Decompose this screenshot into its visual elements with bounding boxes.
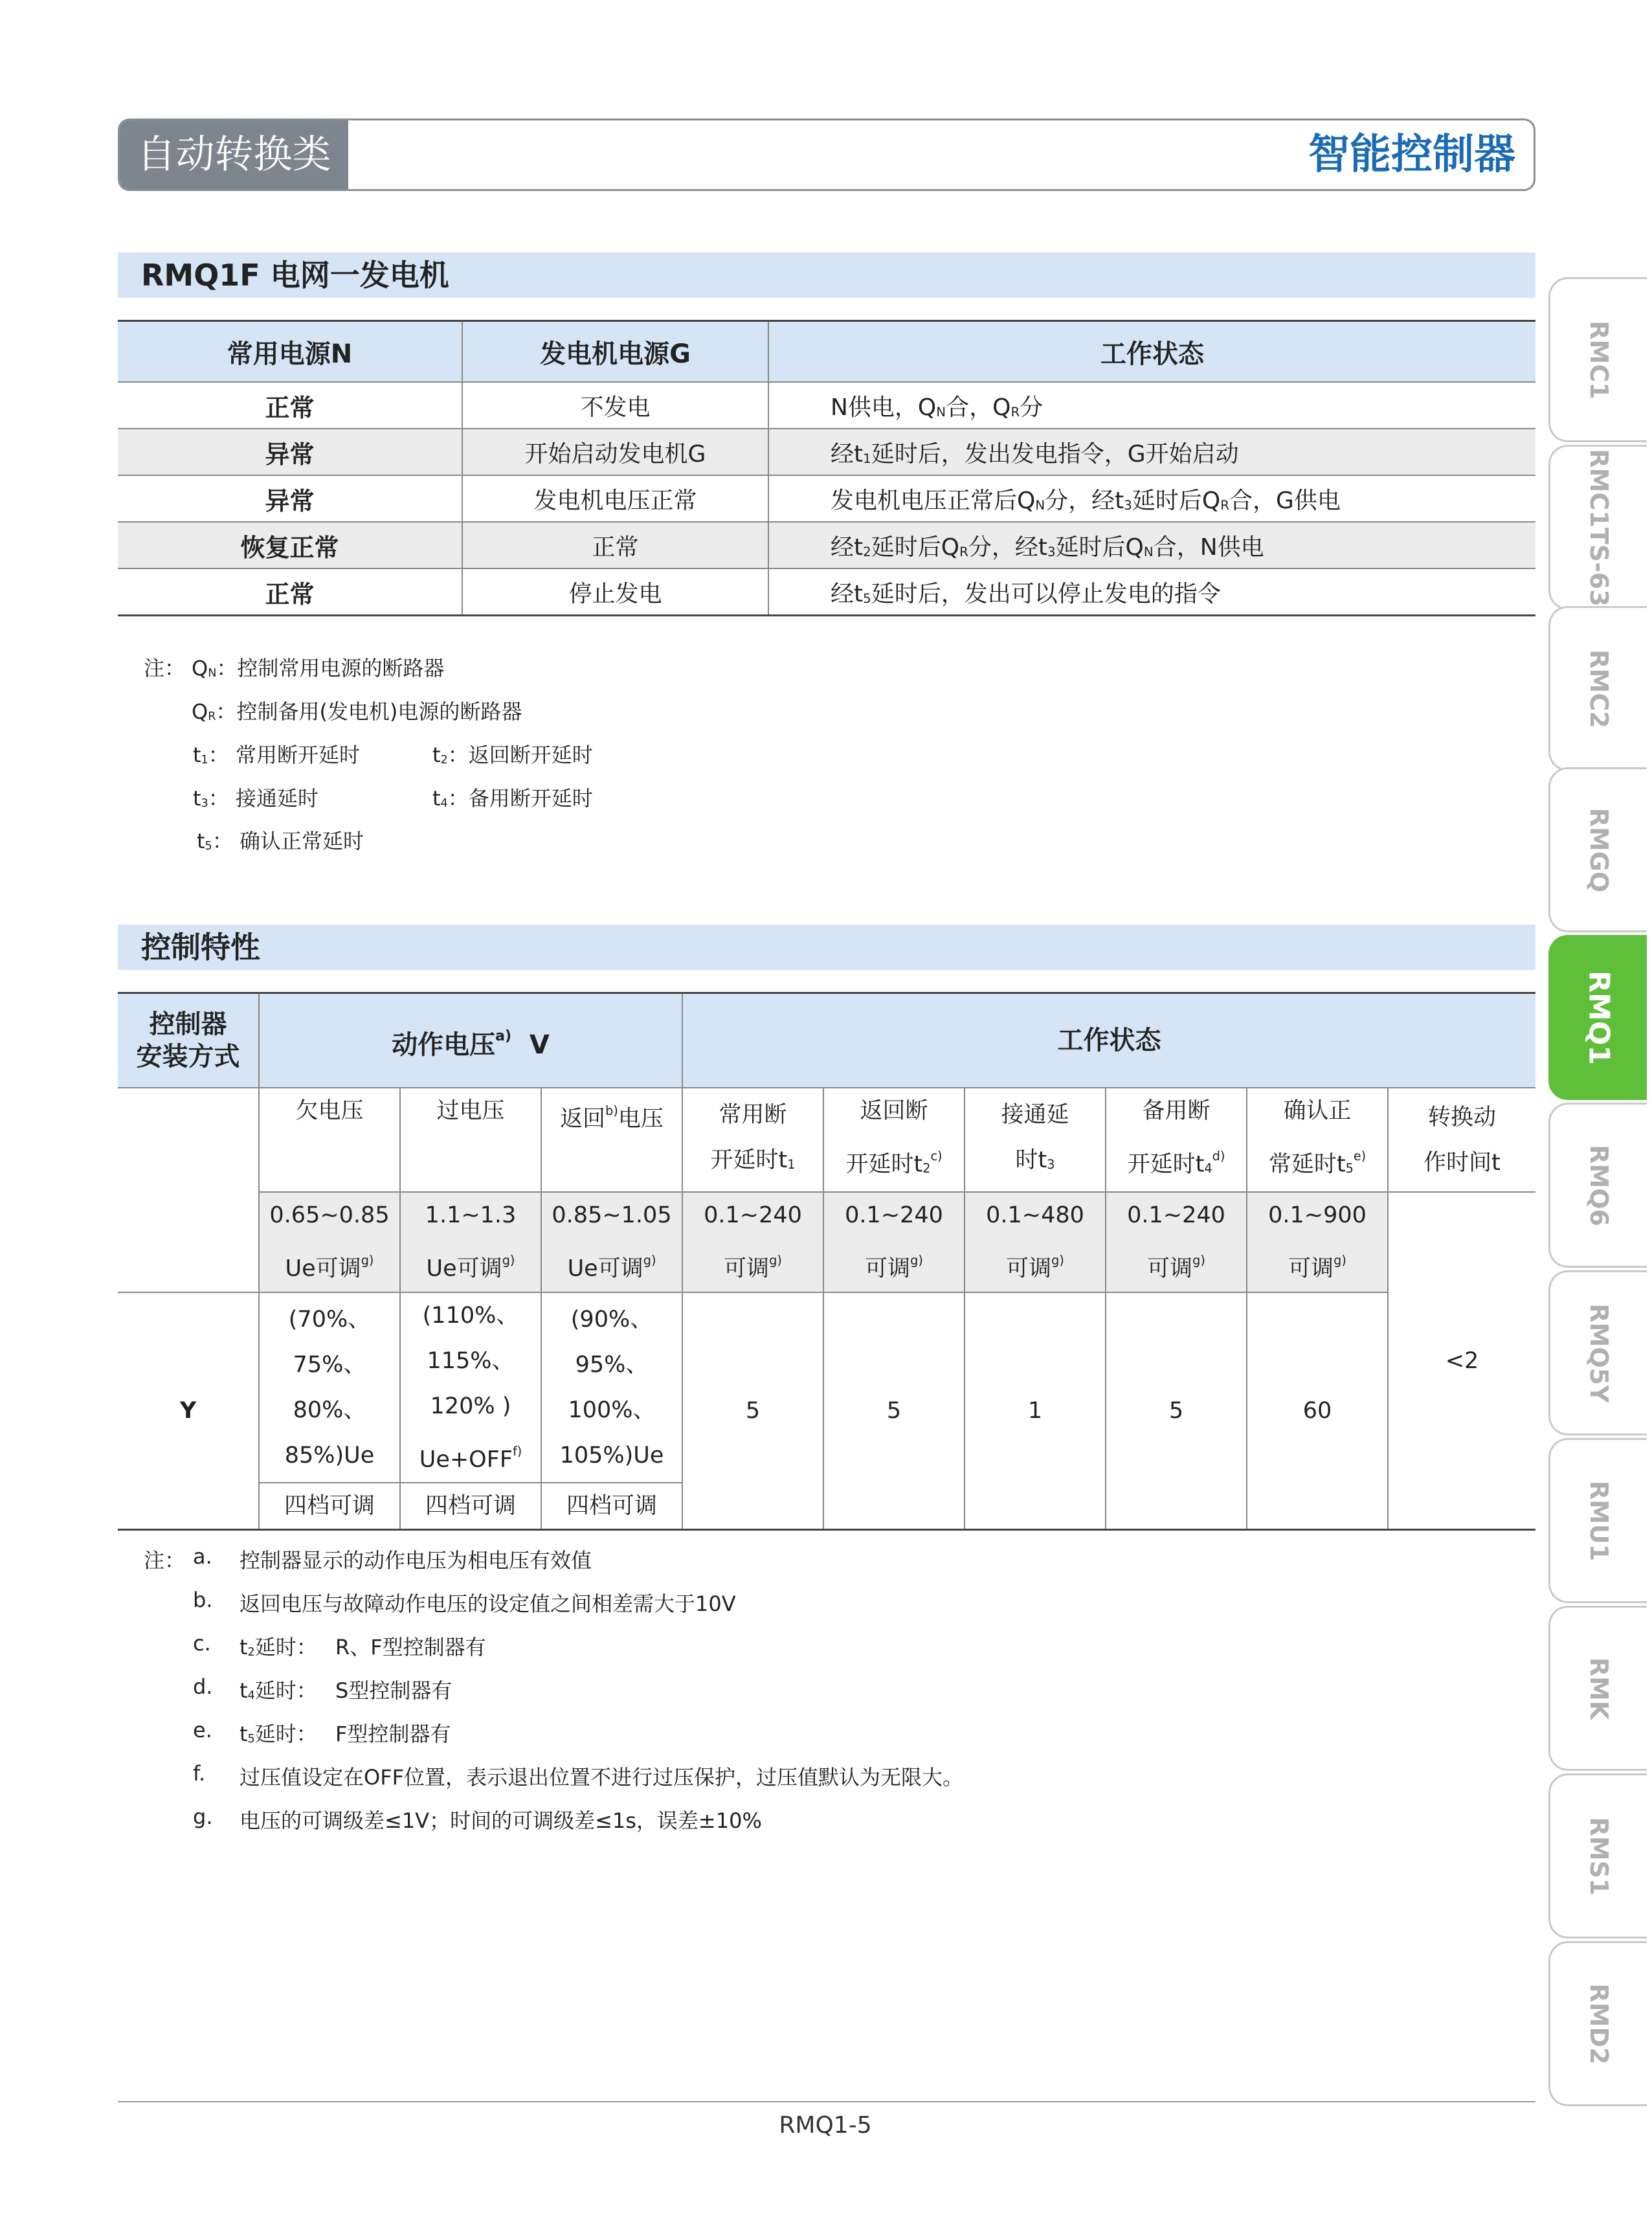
cell-state: 经$t_5$延时后，发出可以停止发电的指令: [768, 568, 1535, 616]
note-b: 返回电压与故障动作电压的设定值之间相差需大于10V: [240, 1591, 736, 1616]
table-row: [118, 568, 1535, 616]
cell-g: 开始启动发电机G: [462, 429, 768, 475]
note-d-term: $t_4$延时：: [240, 1678, 317, 1703]
cell-empty: [118, 1088, 259, 1292]
table-row: [118, 382, 1535, 429]
subheader-row: [118, 1088, 1535, 1192]
side-tab-rmgq[interactable]: RMGQ: [1548, 767, 1647, 932]
cell-state: N供电，$Q_N$合，$Q_R$分: [768, 382, 1535, 429]
col-header-action-voltage: 动作电压$^{a)}$ V: [259, 993, 682, 1088]
category-label: 自动转换类: [120, 120, 348, 189]
notes-prefix: 注：: [144, 656, 186, 680]
col-header-install: 控制器 安装方式: [118, 993, 259, 1088]
range-under: 0.65~0.85 Ue可调$^{g)}$: [259, 1192, 400, 1292]
rmq1f-state-table: [118, 320, 1535, 616]
note-t5: $t_5$： 确认正常延时: [197, 829, 364, 853]
note-b-key: b.: [193, 1588, 213, 1612]
note-e-key: e.: [193, 1718, 212, 1742]
range-t1: 0.1~240 可调$^{g)}$: [682, 1192, 823, 1292]
note-g: 电压的可调级差≤1V；时间的可调级差≤1s，误差±10%: [240, 1808, 762, 1833]
four-step-return: 四档可调: [541, 1483, 682, 1530]
note-t3: $t_3$： 接通延时: [193, 786, 318, 811]
subheader-t2: 返回断 开延时$t_2^{c)}$: [823, 1088, 965, 1192]
subheader-t1: 常用断 开延时$t_1$: [682, 1088, 823, 1192]
subheader-t3: 接通延 时$t_3$: [965, 1088, 1106, 1192]
cell-g: 正常: [462, 522, 768, 568]
note-qn: $Q_N$：控制常用电源的断路器: [192, 656, 445, 680]
four-step-over: 四档可调: [400, 1483, 541, 1530]
footer-divider: [118, 2101, 1535, 2102]
cell-g: 不发电: [462, 382, 768, 429]
note-f: 过压值设定在OFF位置，表示退出位置不进行过压保护，过压值默认为无限大。: [240, 1765, 964, 1790]
side-tab-rmc1ts-63[interactable]: RMC1TS-63: [1548, 445, 1647, 610]
subheader-over: 过电压: [400, 1088, 541, 1192]
col-header-generator-source: 发电机电源G: [462, 321, 768, 383]
note-qr: $Q_R$：控制备用(发电机)电源的断路器: [192, 699, 522, 724]
setting-row: [118, 1292, 1535, 1483]
cell-g: 停止发电: [462, 568, 768, 616]
note-c-key: c.: [193, 1631, 211, 1656]
side-tab-rmq1[interactable]: RMQ1: [1548, 935, 1647, 1100]
value-t1: 5: [682, 1292, 823, 1530]
subheader-t4: 备用断 开延时$t_4^{d)}$: [1106, 1088, 1247, 1192]
side-tab-rmd2[interactable]: RMD2: [1548, 1941, 1647, 2106]
page-title: 智能控制器: [1308, 131, 1515, 179]
side-tab-rmq6[interactable]: RMQ6: [1548, 1103, 1647, 1268]
four-step-under: 四档可调: [259, 1483, 400, 1530]
range-t2: 0.1~240 可调$^{g)}$: [823, 1192, 965, 1292]
setting-return: (90%、 95%、 100%、 105%)Ue: [541, 1292, 682, 1483]
side-tab-rmc1[interactable]: RMC1: [1548, 277, 1647, 442]
cell-n: 正常: [118, 382, 462, 429]
note-t4: $t_4$：备用断开延时: [432, 786, 593, 811]
value-t4: 5: [1106, 1292, 1247, 1530]
range-row: [118, 1192, 1535, 1292]
side-tab-rms1[interactable]: RMS1: [1548, 1773, 1647, 1939]
note-e-term: $t_5$延时：: [240, 1722, 317, 1746]
cell-n: 异常: [118, 429, 462, 475]
cell-g: 发电机电压正常: [462, 475, 768, 522]
note-e: F型控制器有: [335, 1722, 451, 1746]
subheader-under: 欠电压: [259, 1088, 400, 1192]
col-header-work-state: 工作状态: [768, 321, 1535, 383]
note-d-key: d.: [193, 1674, 213, 1699]
range-t5: 0.1~900 可调$^{g)}$: [1247, 1192, 1388, 1292]
page-number: RMQ1-5: [779, 2112, 872, 2139]
notes-prefix: 注：: [144, 1548, 186, 1573]
cell-state: 经$t_2$延时后$Q_R$分，经$t_3$延时后$Q_N$合，N供电: [768, 522, 1535, 568]
control-characteristics-table: [118, 992, 1535, 1531]
side-tab-rmq5y[interactable]: RMQ5Y: [1548, 1270, 1647, 1435]
value-t: <2: [1388, 1192, 1535, 1529]
note-t2: $t_2$：返回断开延时: [432, 743, 593, 767]
value-t3: 1: [965, 1292, 1106, 1530]
row-label-y: Y: [118, 1292, 259, 1530]
cell-n: 恢复正常: [118, 522, 462, 568]
cell-n: 正常: [118, 568, 462, 616]
subheader-return: 返回$^{b)}$电压: [541, 1088, 682, 1192]
note-c: R、F型控制器有: [335, 1635, 486, 1659]
range-t3: 0.1~480 可调$^{g)}$: [965, 1192, 1106, 1292]
cell-n: 异常: [118, 475, 462, 522]
subheader-t5: 确认正 常延时$t_5^{e)}$: [1247, 1088, 1388, 1192]
range-t4: 0.1~240 可调$^{g)}$: [1106, 1192, 1247, 1292]
range-return: 0.85~1.05 Ue可调$^{g)}$: [541, 1192, 682, 1292]
cell-state: 经$t_1$延时后，发出发电指令，G开始启动: [768, 429, 1535, 475]
note-t1: $t_1$： 常用断开延时: [193, 743, 360, 767]
side-tab-rmk[interactable]: RMK: [1548, 1606, 1647, 1771]
table-row: [118, 429, 1535, 475]
setting-over: (110%、 115%、 120% ) $Ue+OFF^{f)}$: [400, 1292, 541, 1483]
note-d: S型控制器有: [335, 1678, 452, 1703]
page-header: [118, 118, 1535, 191]
table-row: [118, 522, 1535, 568]
side-tab-rmu1[interactable]: RMU1: [1548, 1438, 1647, 1603]
note-c-term: $t_2$延时：: [240, 1635, 317, 1659]
col-header-work-state: 工作状态: [682, 993, 1535, 1088]
cell-state: 发电机电压正常后$Q_N$分，经$t_3$延时后$Q_R$合，G供电: [768, 475, 1535, 522]
value-t2: 5: [823, 1292, 965, 1530]
setting-under: (70%、 75%、 80%、 85%)Ue: [259, 1292, 400, 1483]
side-tab-rmc2[interactable]: RMC2: [1548, 606, 1647, 771]
note-g-key: g.: [193, 1804, 213, 1829]
note-a: 控制器显示的动作电压为相电压有效值: [240, 1548, 592, 1573]
note-f-key: f.: [193, 1761, 206, 1786]
section-title-control: 控制特性: [118, 925, 1535, 970]
value-t5: 60: [1247, 1292, 1388, 1530]
subheader-t: 转换动 作时间t: [1388, 1088, 1535, 1192]
section-title-rmq1f: RMQ1F 电网一发电机: [118, 253, 1535, 298]
note-a-key: a.: [193, 1544, 212, 1569]
range-over: 1.1~1.3 Ue可调$^{g)}$: [400, 1192, 541, 1292]
table-row: [118, 475, 1535, 522]
col-header-normal-source: 常用电源N: [118, 321, 462, 383]
